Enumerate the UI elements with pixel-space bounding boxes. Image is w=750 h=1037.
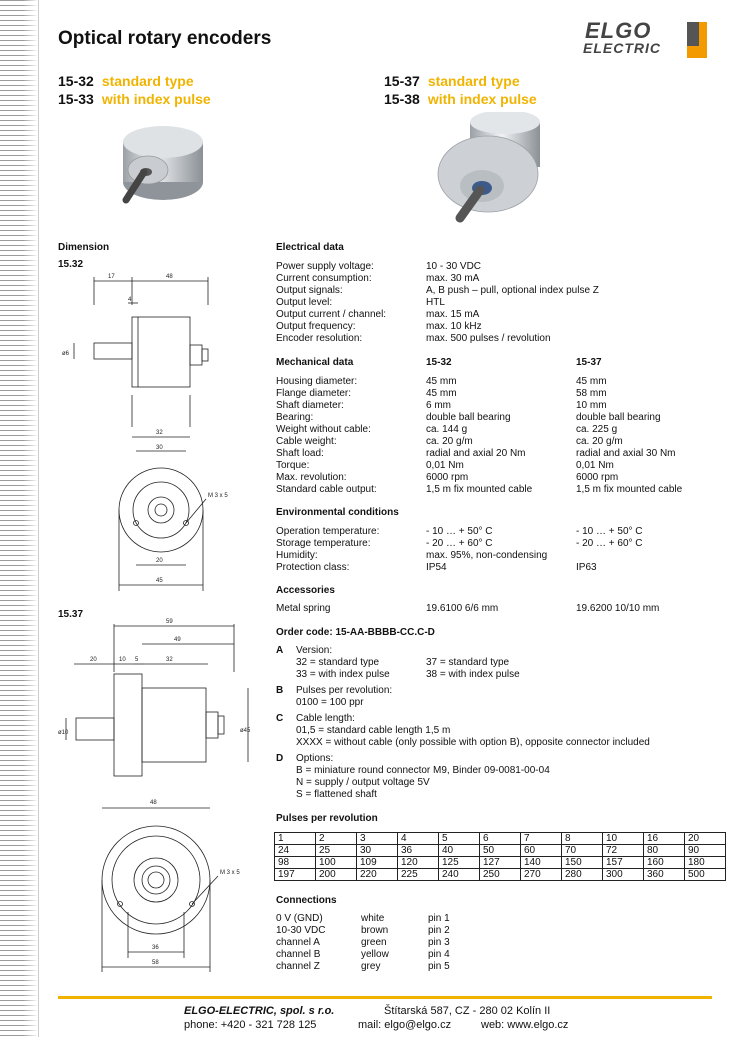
order-title: Pulses per revolution: bbox=[296, 685, 393, 696]
table-cell: 98 bbox=[275, 857, 316, 869]
table-row bbox=[275, 833, 726, 845]
spec-value: 0,01 Nm bbox=[576, 460, 614, 471]
spec-label: Shaft diameter: bbox=[276, 400, 344, 411]
accessory-b: 19.6200 10/10 mm bbox=[576, 603, 660, 614]
spec-label: Weight without cable: bbox=[276, 424, 371, 435]
table-cell: 100 bbox=[316, 857, 357, 869]
spec-label: Torque: bbox=[276, 460, 310, 471]
table-cell: 4 bbox=[398, 833, 439, 845]
spec-label: Power supply voltage: bbox=[276, 261, 374, 272]
spec-label: Output signals: bbox=[276, 285, 343, 296]
spec-value: 0,01 Nm bbox=[426, 460, 464, 471]
spec-label: Output current / channel: bbox=[276, 309, 387, 320]
spec-value: IP54 bbox=[426, 562, 447, 573]
spec-value: double ball bearing bbox=[426, 412, 511, 423]
dimension-drawing-15-32 bbox=[58, 265, 258, 600]
order-option: 0100 = 100 ppr bbox=[296, 697, 364, 708]
footer-web: web: www.elgo.cz bbox=[481, 1019, 569, 1031]
spec-label: Standard cable output: bbox=[276, 484, 377, 495]
spec-value: max. 15 mA bbox=[426, 309, 480, 320]
table-cell: 220 bbox=[357, 869, 398, 881]
spec-label: Housing diameter: bbox=[276, 376, 358, 387]
table-cell: 8 bbox=[562, 833, 603, 845]
spec-label: Shaft load: bbox=[276, 448, 324, 459]
spec-value: 45 mm bbox=[426, 388, 457, 399]
dim-label: 58 bbox=[152, 960, 159, 966]
dim-label: 20 bbox=[156, 558, 163, 564]
table-cell: 6 bbox=[480, 833, 521, 845]
model-15-38 bbox=[384, 91, 537, 107]
table-cell: 72 bbox=[603, 845, 644, 857]
spec-value: - 20 … + 60° C bbox=[576, 538, 643, 549]
dim-label: M 3 x 5 bbox=[220, 870, 240, 876]
dim-label: 32 bbox=[156, 430, 163, 436]
spec-value: ca. 20 g/m bbox=[576, 436, 623, 447]
dim-label: 48 bbox=[150, 800, 157, 806]
table-cell: 270 bbox=[521, 869, 562, 881]
spec-value: 1,5 m fix mounted cable bbox=[576, 484, 683, 495]
encoder-15-37-photo bbox=[430, 112, 550, 227]
table-cell: 150 bbox=[562, 857, 603, 869]
table-cell: 120 bbox=[398, 857, 439, 869]
spec-value: ca. 144 g bbox=[426, 424, 468, 435]
table-row bbox=[275, 857, 726, 869]
table-cell: 40 bbox=[439, 845, 480, 857]
spec-label: Flange diameter: bbox=[276, 388, 352, 399]
spec-value: max. 500 pulses / revolution bbox=[426, 333, 551, 344]
table-cell: 250 bbox=[480, 869, 521, 881]
footer-address: Štítarská 587, CZ - 280 02 Kolín II bbox=[384, 1005, 551, 1017]
logo-text-elgo: ELGO bbox=[585, 18, 652, 43]
table-cell: 125 bbox=[439, 857, 480, 869]
table-cell: 500 bbox=[685, 869, 726, 881]
connection-signal: channel A bbox=[276, 937, 320, 948]
dimension-model-a: 15.32 bbox=[58, 259, 84, 270]
order-option: B = miniature round connector M9, Binder 09-0081-00-04 bbox=[296, 765, 550, 776]
table-cell: 127 bbox=[480, 857, 521, 869]
order-title: Cable length: bbox=[296, 713, 355, 724]
connection-signal: channel B bbox=[276, 949, 321, 960]
mechanical-values-b bbox=[576, 376, 682, 496]
mechanical-col-b: 15-37 bbox=[576, 357, 602, 368]
table-cell: 7 bbox=[521, 833, 562, 845]
table-cell: 3 bbox=[357, 833, 398, 845]
spec-value: 6000 rpm bbox=[426, 472, 469, 483]
dim-label: 32 bbox=[166, 657, 173, 663]
table-cell: 280 bbox=[562, 869, 603, 881]
table-cell: 24 bbox=[275, 845, 316, 857]
environmental-values-b bbox=[576, 526, 643, 574]
spec-value: 45 mm bbox=[576, 376, 607, 387]
accessory-label: Metal spring bbox=[276, 603, 331, 614]
model-description: standard type bbox=[101, 73, 194, 89]
mechanical-labels bbox=[276, 376, 377, 496]
order-option: 32 = standard type bbox=[296, 657, 380, 668]
model-description: standard type bbox=[427, 73, 520, 89]
dim-label: 59 bbox=[166, 619, 173, 625]
model-number: 15-33 bbox=[58, 91, 94, 107]
dim-label: ø10 bbox=[58, 730, 69, 736]
table-cell: 109 bbox=[357, 857, 398, 869]
model-15-37 bbox=[384, 73, 520, 89]
spec-value: - 10 … + 50° C bbox=[426, 526, 493, 537]
table-cell: 10 bbox=[603, 833, 644, 845]
electrical-labels bbox=[276, 261, 386, 345]
mechanical-heading: Mechanical data bbox=[276, 357, 354, 368]
table-cell: 50 bbox=[480, 845, 521, 857]
spec-label: Encoder resolution: bbox=[276, 333, 363, 344]
connection-color: brown bbox=[361, 925, 389, 936]
table-row bbox=[275, 869, 726, 881]
dim-label: 45 bbox=[156, 578, 163, 584]
logo-square-icon bbox=[687, 22, 707, 58]
connection-signal: channel Z bbox=[276, 961, 320, 972]
dim-label: 36 bbox=[152, 945, 159, 951]
order-code-heading: Order code: 15-AA-BBBB-CC.C-D bbox=[276, 627, 435, 638]
order-letter: B bbox=[276, 685, 284, 696]
spec-value: HTL bbox=[426, 297, 445, 308]
order-letter: D bbox=[276, 753, 284, 764]
spec-value: ca. 225 g bbox=[576, 424, 618, 435]
model-15-32 bbox=[58, 73, 194, 89]
order-option: XXXX = without cable (only possible with option B), opposite connector included bbox=[296, 737, 650, 748]
pulses-heading: Pulses per revolution bbox=[276, 813, 378, 824]
logo-text-electric: ELECTRIC bbox=[583, 40, 661, 56]
spec-label: Cable weight: bbox=[276, 436, 337, 447]
spec-value: max. 95%, non-condensing bbox=[426, 550, 548, 561]
connection-color: yellow bbox=[361, 949, 389, 960]
spec-value: IP63 bbox=[576, 562, 597, 573]
table-cell: 300 bbox=[603, 869, 644, 881]
order-option: N = supply / output voltage 5V bbox=[296, 777, 430, 788]
order-option: 38 = with index pulse bbox=[426, 669, 520, 680]
spec-value: 6000 rpm bbox=[576, 472, 619, 483]
dim-label: ø45 bbox=[240, 728, 251, 734]
connection-signals bbox=[276, 913, 325, 973]
dimension-model-b: 15.37 bbox=[58, 609, 84, 620]
order-title: Options: bbox=[296, 753, 334, 764]
table-cell: 90 bbox=[685, 845, 726, 857]
connection-pin: pin 3 bbox=[428, 937, 450, 948]
order-letter: C bbox=[276, 713, 284, 724]
environmental-heading: Environmental conditions bbox=[276, 507, 399, 518]
table-cell: 180 bbox=[685, 857, 726, 869]
spec-label: Output level: bbox=[276, 297, 333, 308]
spec-value: - 10 … + 50° C bbox=[576, 526, 643, 537]
connection-pin: pin 4 bbox=[428, 949, 450, 960]
dimension-drawing-15-37 bbox=[58, 612, 268, 982]
table-cell: 1 bbox=[275, 833, 316, 845]
spec-value: max. 30 mA bbox=[426, 273, 480, 284]
mechanical-col-a: 15-32 bbox=[426, 357, 452, 368]
spec-value: 58 mm bbox=[576, 388, 607, 399]
connection-pin: pin 2 bbox=[428, 925, 450, 936]
page-title: Optical rotary encoders bbox=[58, 28, 272, 49]
accessories-heading: Accessories bbox=[276, 585, 335, 596]
connection-color: grey bbox=[361, 961, 381, 972]
table-row bbox=[275, 845, 726, 857]
spec-value: radial and axial 20 Nm bbox=[426, 448, 526, 459]
spec-label: Protection class: bbox=[276, 562, 350, 573]
electrical-values bbox=[426, 261, 599, 345]
spec-label: Humidity: bbox=[276, 550, 318, 561]
spec-label: Operation temperature: bbox=[276, 526, 380, 537]
dim-label: 30 bbox=[156, 445, 163, 451]
spec-value: 6 mm bbox=[426, 400, 451, 411]
table-cell: 20 bbox=[685, 833, 726, 845]
pulses-table bbox=[274, 832, 726, 881]
table-cell: 36 bbox=[398, 845, 439, 857]
table-cell: 80 bbox=[644, 845, 685, 857]
table-cell: 160 bbox=[644, 857, 685, 869]
table-cell: 70 bbox=[562, 845, 603, 857]
spec-label: Storage temperature: bbox=[276, 538, 371, 549]
connection-colors bbox=[361, 913, 389, 973]
connections-heading: Connections bbox=[276, 895, 337, 906]
encoder-15-32-photo bbox=[108, 112, 208, 212]
table-cell: 5 bbox=[439, 833, 480, 845]
order-option: S = flattened shaft bbox=[296, 789, 377, 800]
model-number: 15-32 bbox=[58, 73, 94, 89]
footer-phone: phone: +420 - 321 728 125 bbox=[184, 1019, 317, 1031]
footer-mail: mail: elgo@elgo.cz bbox=[358, 1019, 452, 1031]
order-option: 37 = standard type bbox=[426, 657, 510, 668]
dim-label: 20 bbox=[90, 657, 97, 663]
elgo-logo bbox=[583, 20, 709, 60]
spec-value: double ball bearing bbox=[576, 412, 661, 423]
table-cell: 360 bbox=[644, 869, 685, 881]
footer-company: ELGO-ELECTRIC, spol. s r.o. bbox=[184, 1005, 335, 1017]
table-cell: 25 bbox=[316, 845, 357, 857]
connection-signal: 10-30 VDC bbox=[276, 925, 326, 936]
order-title: Version: bbox=[296, 645, 333, 656]
dim-label: ø6 bbox=[62, 351, 70, 357]
order-option: 01,5 = standard cable length 1,5 m bbox=[296, 725, 451, 736]
dimension-heading: Dimension bbox=[58, 242, 110, 253]
spec-value: 1,5 m fix mounted cable bbox=[426, 484, 533, 495]
model-description: with index pulse bbox=[101, 91, 211, 107]
table-cell: 30 bbox=[357, 845, 398, 857]
environmental-values-a bbox=[426, 526, 547, 574]
table-cell: 197 bbox=[275, 869, 316, 881]
dim-label: 4 bbox=[128, 297, 132, 303]
table-cell: 240 bbox=[439, 869, 480, 881]
connection-pin: pin 5 bbox=[428, 961, 450, 972]
spec-value: ca. 20 g/m bbox=[426, 436, 473, 447]
order-option: 33 = with index pulse bbox=[296, 669, 390, 680]
table-cell: 225 bbox=[398, 869, 439, 881]
ruler-edge bbox=[38, 0, 39, 1037]
mechanical-values-a bbox=[426, 376, 532, 496]
environmental-labels bbox=[276, 526, 379, 574]
dim-label: M 3 x 5 bbox=[208, 493, 228, 499]
spec-value: 10 - 30 VDC bbox=[426, 261, 482, 272]
electrical-heading: Electrical data bbox=[276, 242, 344, 253]
connection-color: green bbox=[361, 937, 387, 948]
spec-label: Output frequency: bbox=[276, 321, 356, 332]
table-cell: 2 bbox=[316, 833, 357, 845]
model-description: with index pulse bbox=[427, 91, 537, 107]
dim-label: 17 bbox=[108, 274, 115, 280]
model-number: 15-38 bbox=[384, 91, 420, 107]
spec-label: Bearing: bbox=[276, 412, 314, 423]
dim-label: 48 bbox=[166, 274, 173, 280]
accessory-a: 19.6100 6/6 mm bbox=[426, 603, 499, 614]
footer-divider bbox=[58, 996, 712, 999]
dim-label: 5 bbox=[135, 657, 139, 663]
spec-value: 10 mm bbox=[576, 400, 607, 411]
spec-value bbox=[576, 550, 643, 562]
table-cell: 140 bbox=[521, 857, 562, 869]
model-number: 15-37 bbox=[384, 73, 420, 89]
dim-label: 10 bbox=[119, 657, 126, 663]
model-15-33 bbox=[58, 91, 211, 107]
connection-signal: 0 V (GND) bbox=[276, 913, 323, 924]
spec-label: Current consumption: bbox=[276, 273, 372, 284]
connection-pins bbox=[428, 913, 450, 973]
spec-value: max. 10 kHz bbox=[426, 321, 482, 332]
spec-value: radial and axial 30 Nm bbox=[576, 448, 676, 459]
table-cell: 200 bbox=[316, 869, 357, 881]
connection-color: white bbox=[361, 913, 385, 924]
table-cell: 157 bbox=[603, 857, 644, 869]
spec-label: Max. revolution: bbox=[276, 472, 347, 483]
spec-value: A, B push – pull, optional index pulse Z bbox=[426, 285, 599, 296]
margin-ruler bbox=[0, 0, 38, 1037]
order-letter: A bbox=[276, 645, 284, 656]
table-cell: 16 bbox=[644, 833, 685, 845]
connection-pin: pin 1 bbox=[428, 913, 450, 924]
spec-value: - 20 … + 60° C bbox=[426, 538, 493, 549]
dim-label: 49 bbox=[174, 637, 181, 643]
spec-value: 45 mm bbox=[426, 376, 457, 387]
table-cell: 60 bbox=[521, 845, 562, 857]
